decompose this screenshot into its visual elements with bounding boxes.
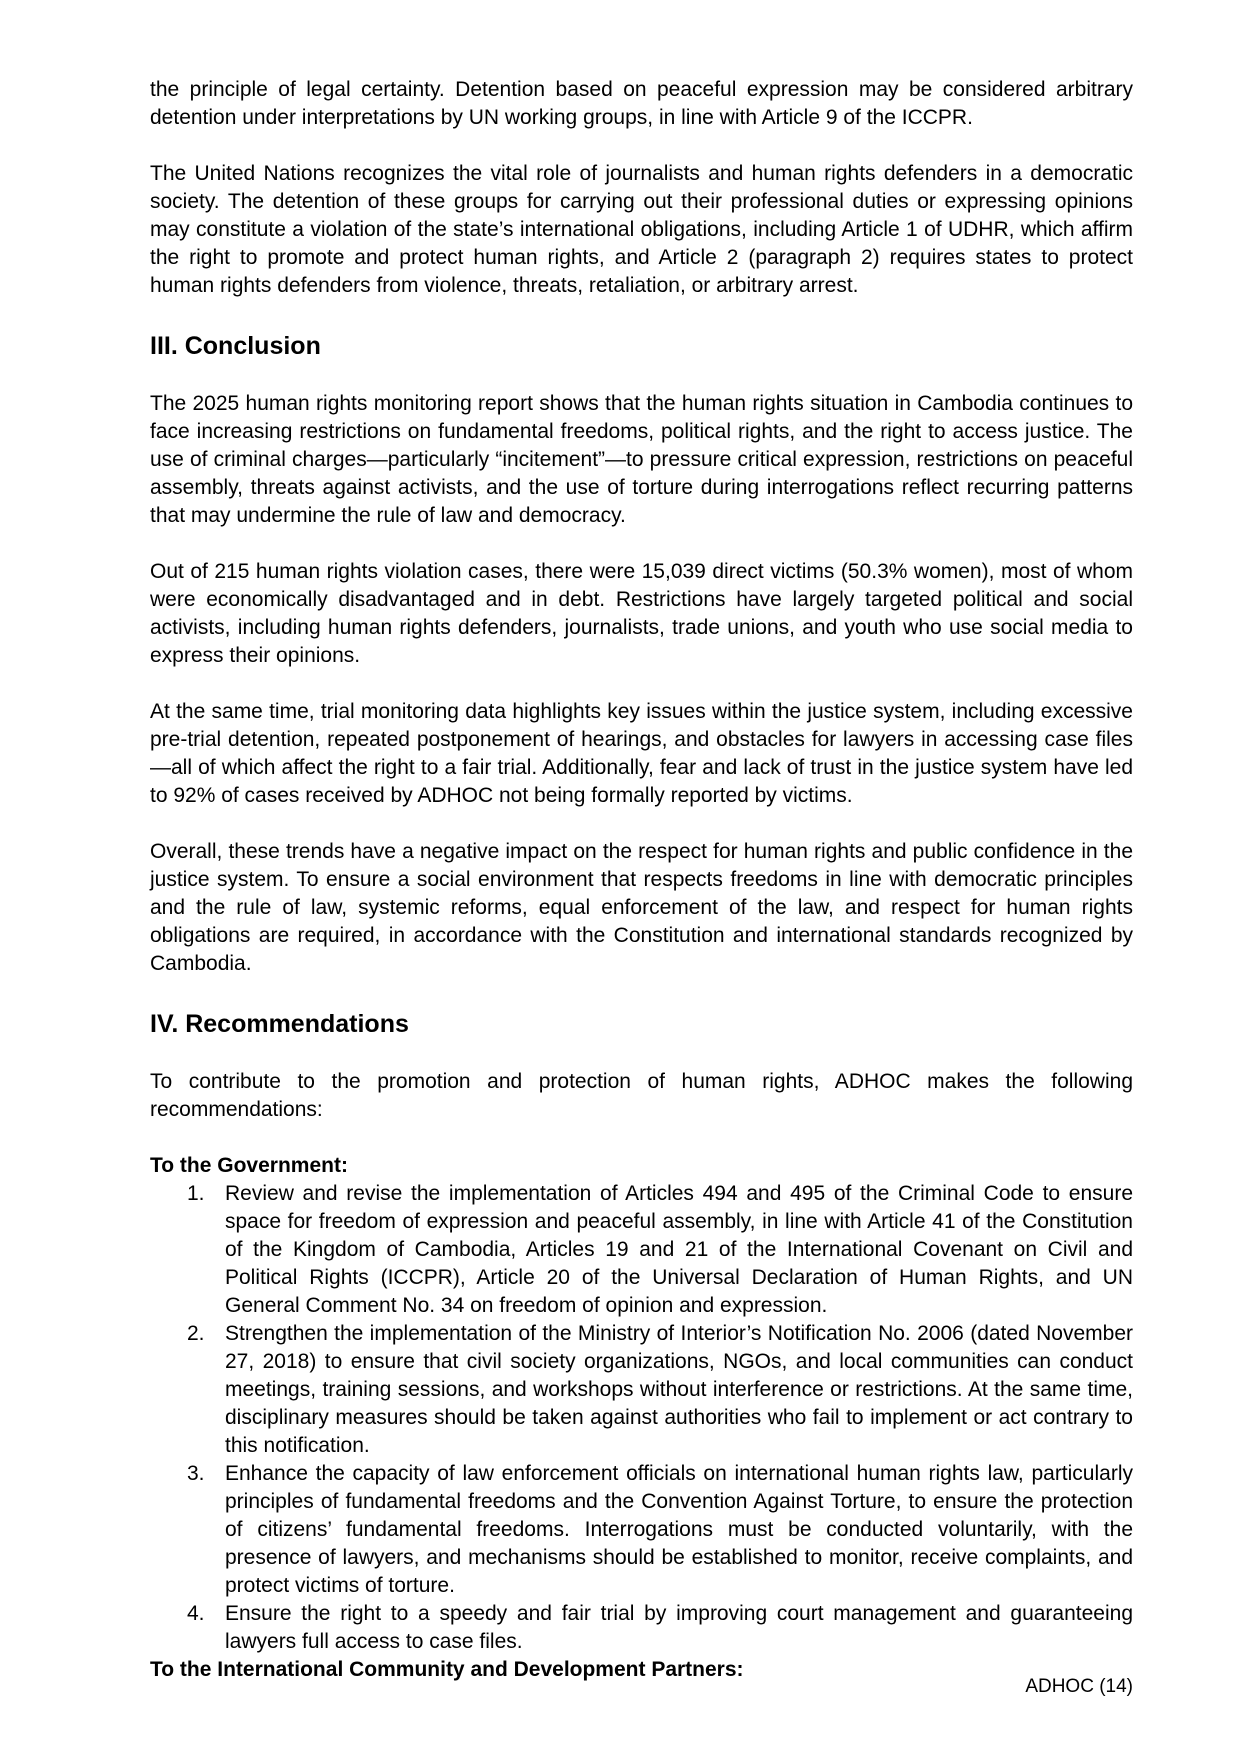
recommendation-item-1 (150, 1180, 1133, 1320)
list-item-text-2: Strengthen the implementation of the Ministry of Interior’s Notification No. 2006 (dated November 27, 2018) to ensure that civil society organizations, NGOs, and local communities can conduct meetings, training sessions, and workshops without interference or restrictions. At the same time, disciplinary measures should be taken against authorities who fail to implement or act contrary to this notification. (225, 1322, 1133, 1457)
subheading-to-international-community: To the International Community and Development Partners: (150, 1658, 744, 1681)
recommendation-item-3 (150, 1460, 1133, 1600)
paragraph-united-nations: The United Nations recognizes the vital role of journalists and human rights defenders in a democratic society. The detention of these groups for carrying out their professional duties or expressing opinions may constitute a violation of the state’s international obligations, including Article 1 of UDHR, which affirm the right to promote and protect human rights, and Article 2 (paragraph 2) requires states to protect human rights defenders from violence, threats, retaliation, or arbitrary arrest. (150, 162, 1133, 297)
recommendation-item-2 (150, 1320, 1133, 1460)
list-item-text-1: Review and revise the implementation of Articles 494 and 495 of the Criminal Code to ensure space for freedom of expression and peaceful assembly, in line with Article 41 of the Constitution of the Kingdom of Cambodia, Articles 19 and 21 of the International Covenant on Civil and Political Rights (ICCPR), Article 20 of the Universal Declaration of Human Rights, and UN General Comment No. 34 on freedom of opinion and expression. (225, 1182, 1133, 1317)
list-number-4: 4. (187, 1602, 205, 1625)
paragraph-legal-certainty: the principle of legal certainty. Detention based on peaceful expression may be considered arbitrary detention under interpretations by UN working groups, in line with Article 9 of the ICCPR. (150, 78, 1133, 129)
heading-conclusion: III. Conclusion (150, 332, 321, 360)
list-item-text-3: Enhance the capacity of law enforcement officials on international human rights law, particularly principles of fundamental freedoms and the Convention Against Torture, to ensure the protection of citizens’ fundamental freedoms. Interrogations must be conducted voluntarily, with the presence of lawyers, and mechanisms should be established to monitor, receive complaints, and protect victims of torture. (225, 1462, 1133, 1597)
paragraph-conclusion-victims: Out of 215 human rights violation cases, there were 15,039 direct victims (50.3% women), most of whom were economically disadvantaged and in debt. Restrictions have largely targeted political and social activists, including human rights defenders, journalists, trade unions, and youth who use social media to express their opinions. (150, 560, 1133, 667)
list-number-2: 2. (187, 1322, 205, 1345)
list-number-3: 3. (187, 1462, 205, 1485)
page-footer: ADHOC (14) (1025, 1676, 1133, 1697)
list-item-text-4: Ensure the right to a speedy and fair trial by improving court management and guaranteeing lawyers full access to case files. (225, 1602, 1133, 1653)
paragraph-conclusion-overall: Overall, these trends have a negative impact on the respect for human rights and public confidence in the justice system. To ensure a social environment that respects freedoms in line with democratic principles and the rule of law, systemic reforms, equal enforcement of the law, and respect for human rights obligations are required, in accordance with the Constitution and international standards recognized by Cambodia. (150, 840, 1133, 975)
paragraph-recommendations-intro: To contribute to the promotion and protection of human rights, ADHOC makes the following recommendations: (150, 1070, 1133, 1121)
list-number-1: 1. (187, 1182, 205, 1205)
paragraph-conclusion-trial-monitoring: At the same time, trial monitoring data highlights key issues within the justice system, including excessive pre-trial detention, repeated postponement of hearings, and obstacles for lawyers in accessing case files—all of which affect the right to a fair trial. Additionally, fear and lack of trust in the justice system have led to 92% of cases received by ADHOC not being formally reported by victims. (150, 700, 1133, 807)
subheading-to-government: To the Government: (150, 1154, 348, 1177)
page-content (150, 76, 1133, 1684)
heading-recommendations: IV. Recommendations (150, 1010, 409, 1038)
paragraph-conclusion-overview: The 2025 human rights monitoring report shows that the human rights situation in Cambodia continues to face increasing restrictions on fundamental freedoms, political rights, and the right to access justice. The use of criminal charges—particularly “incitement”—to pressure critical expression, restrictions on peaceful assembly, threats against activists, and the use of torture during interrogations reflect recurring patterns that may undermine the rule of law and democracy. (150, 392, 1133, 527)
recommendation-item-4 (150, 1600, 1133, 1656)
